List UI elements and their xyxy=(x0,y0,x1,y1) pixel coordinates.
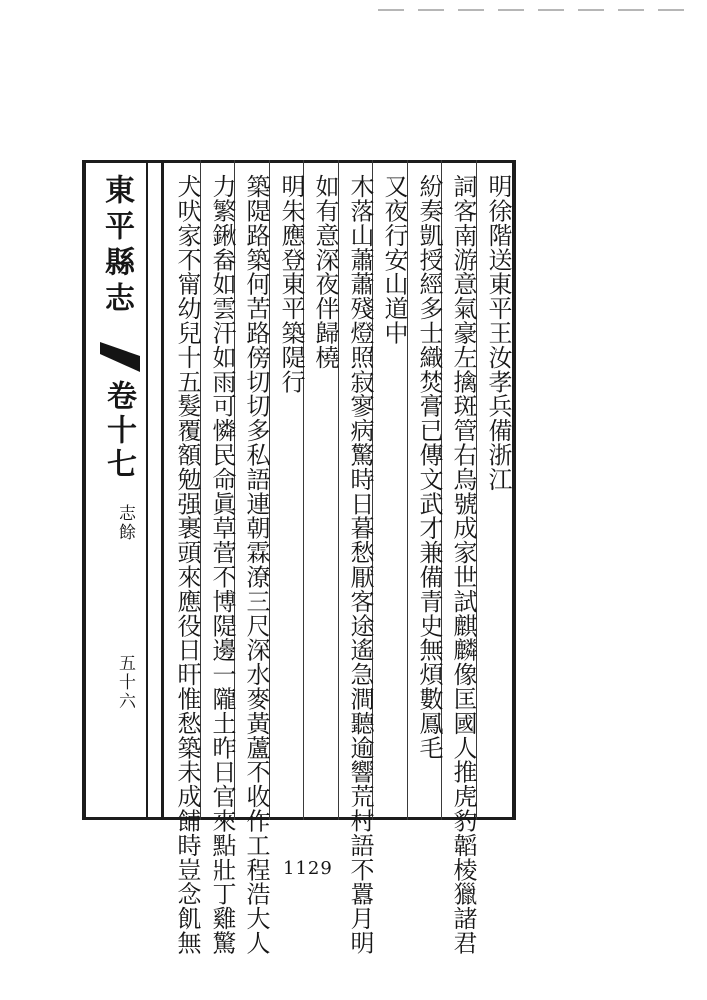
spine-divider xyxy=(146,160,148,820)
text-column-7: 明朱應登東平築隄行 xyxy=(277,174,305,394)
text-column-1: 明徐階送東平王汝孝兵備浙江 xyxy=(484,174,512,492)
text-column-9: 力繁鍬畚如雲汗如雨可憐民命眞草菅不博隄邊一隴土昨日官來點壯丁雞驚 xyxy=(208,174,236,955)
text-column-10: 犬吠家不甯幼兒十五髮覆額勉强裹頭來應役日旰惟愁築未成餔時豈念飢無 xyxy=(173,174,201,955)
text-column-8: 築隄路築何苦路傍切切多私語連朝霖潦三尺深水麥黃蘆不收作工程浩大人 xyxy=(242,174,270,955)
spine-volume: 卷十七 xyxy=(101,380,136,482)
book-spine xyxy=(86,174,146,814)
spine-leaf-number: 五十六 xyxy=(115,654,135,711)
spine-title: 東平縣志 xyxy=(99,174,134,318)
page-number: 1129 xyxy=(283,858,333,879)
fish-tail-mark-icon xyxy=(94,342,142,372)
text-column-2: 詞客南游意氣豪左擒斑管右烏號成家世試麒麟像匡國人推虎豹韜棱獵諸君 xyxy=(449,174,477,955)
text-column-3: 紛奏凱授經多士織焚膏已傳文武才兼備青史無煩數鳳毛 xyxy=(415,174,443,760)
scan-edge-marks xyxy=(378,6,706,14)
spine-section: 志餘 xyxy=(115,504,135,542)
text-column-6: 如有意深夜伴歸橈 xyxy=(311,174,339,370)
text-column-5: 木落山蕭蕭殘燈照寂寥病驚時日暮愁厭客途遙急澗聽逾響荒村語不囂月明 xyxy=(346,174,374,955)
spine-divider-thick xyxy=(161,160,164,820)
text-column-4: 又夜行安山道中 xyxy=(380,174,408,345)
